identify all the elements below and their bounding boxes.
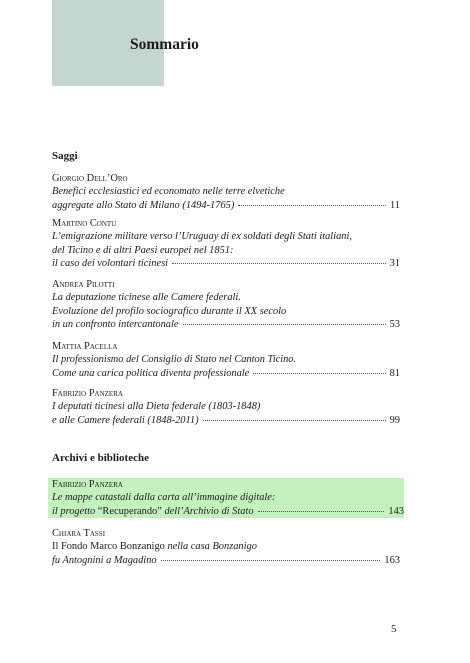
entry-author: Fabrizio Panzera (52, 388, 123, 399)
entry-title-fragment: Il Fondo Marco Bonzanigo (52, 541, 168, 553)
leader-dots (183, 324, 386, 325)
leader-dots (161, 560, 381, 561)
entry-title-line: il caso dei volontari ticinesi (52, 258, 169, 270)
toc-entry[interactable] (52, 340, 400, 380)
entry-title-line: fu Antognini a Magadino (52, 554, 157, 566)
section-heading-archivi: Archivi e biblioteche (52, 452, 149, 464)
entry-title-line: aggregate allo Stato di Milano (1494-1765) (52, 199, 235, 211)
entry-page-number: 81 (389, 367, 400, 379)
entry-title-line: e alle Camere federali (1848-2011) (52, 414, 199, 426)
entry-title-line (52, 540, 400, 553)
entry-page-number: 31 (389, 258, 400, 270)
leader-dots (253, 373, 385, 374)
entry-title-line: in un confronto intercantonale (52, 319, 179, 331)
entry-title-fragment: nella casa Bonzanigo (167, 541, 257, 553)
entry-title-line: La deputazione ticinese alle Camere federali. (52, 292, 241, 304)
page-title: Sommario (130, 36, 199, 53)
leader-dots (258, 511, 385, 512)
entry-title-line: Il professionismo del Consiglio di Stato nel Canton Ticino. (52, 354, 297, 366)
toc-entry[interactable] (52, 217, 400, 271)
entry-title-line: Benefici ecclesiastici ed economato nelle terre elvetiche (52, 186, 285, 198)
leader-dots (238, 205, 386, 206)
toc-entry[interactable] (52, 527, 400, 567)
entry-title-line (52, 505, 254, 518)
entry-title-line: del Ticino e di altri Paesi europei nel 1851: (52, 244, 234, 256)
entry-page-number: 143 (388, 505, 404, 517)
entry-title-line: Come una carica politica diventa professionale (52, 367, 250, 379)
entry-title-fragment: il progetto (52, 505, 98, 517)
entry-author: Fabrizio Panzera (52, 479, 123, 490)
entry-title-fragment: dell’Archivio di Stato (161, 505, 254, 517)
entry-title-quoted: “Recuperando” (97, 505, 162, 517)
entry-author: Martino Contu (52, 218, 117, 229)
entry-page-number: 99 (389, 414, 400, 426)
entry-page-number: 11 (389, 199, 400, 211)
page-folio-number: 5 (391, 623, 397, 635)
toc-entry-highlighted[interactable] (48, 478, 404, 518)
entry-author: Chiara Tassi (52, 528, 106, 539)
toc-entry[interactable] (52, 387, 400, 427)
leader-dots (172, 263, 386, 264)
toc-entry[interactable] (52, 172, 400, 212)
toc-entry[interactable] (52, 278, 400, 332)
entry-author: Andrea Pilotti (52, 279, 115, 290)
entry-page-number: 53 (389, 319, 400, 331)
entry-author: Mattia Pacella (52, 341, 118, 352)
entry-title-line: Le mappe catastali dalla carta all’immagine digitale: (52, 492, 276, 504)
entry-title-line: I deputati ticinesi alla Dieta federale (1803-1848) (52, 401, 261, 413)
entry-title-line: L’emigrazione militare verso l’Uruguay di ex soldati degli Stati italiani, (52, 231, 352, 243)
entry-page-number: 163 (384, 554, 400, 566)
entry-title-line: Evoluzione del profilo sociografico durante il XX secolo (52, 305, 287, 317)
entry-author: Giorgio Dell’Oro (52, 173, 128, 184)
leader-dots (203, 420, 386, 421)
section-heading-saggi: Saggi (52, 150, 78, 162)
